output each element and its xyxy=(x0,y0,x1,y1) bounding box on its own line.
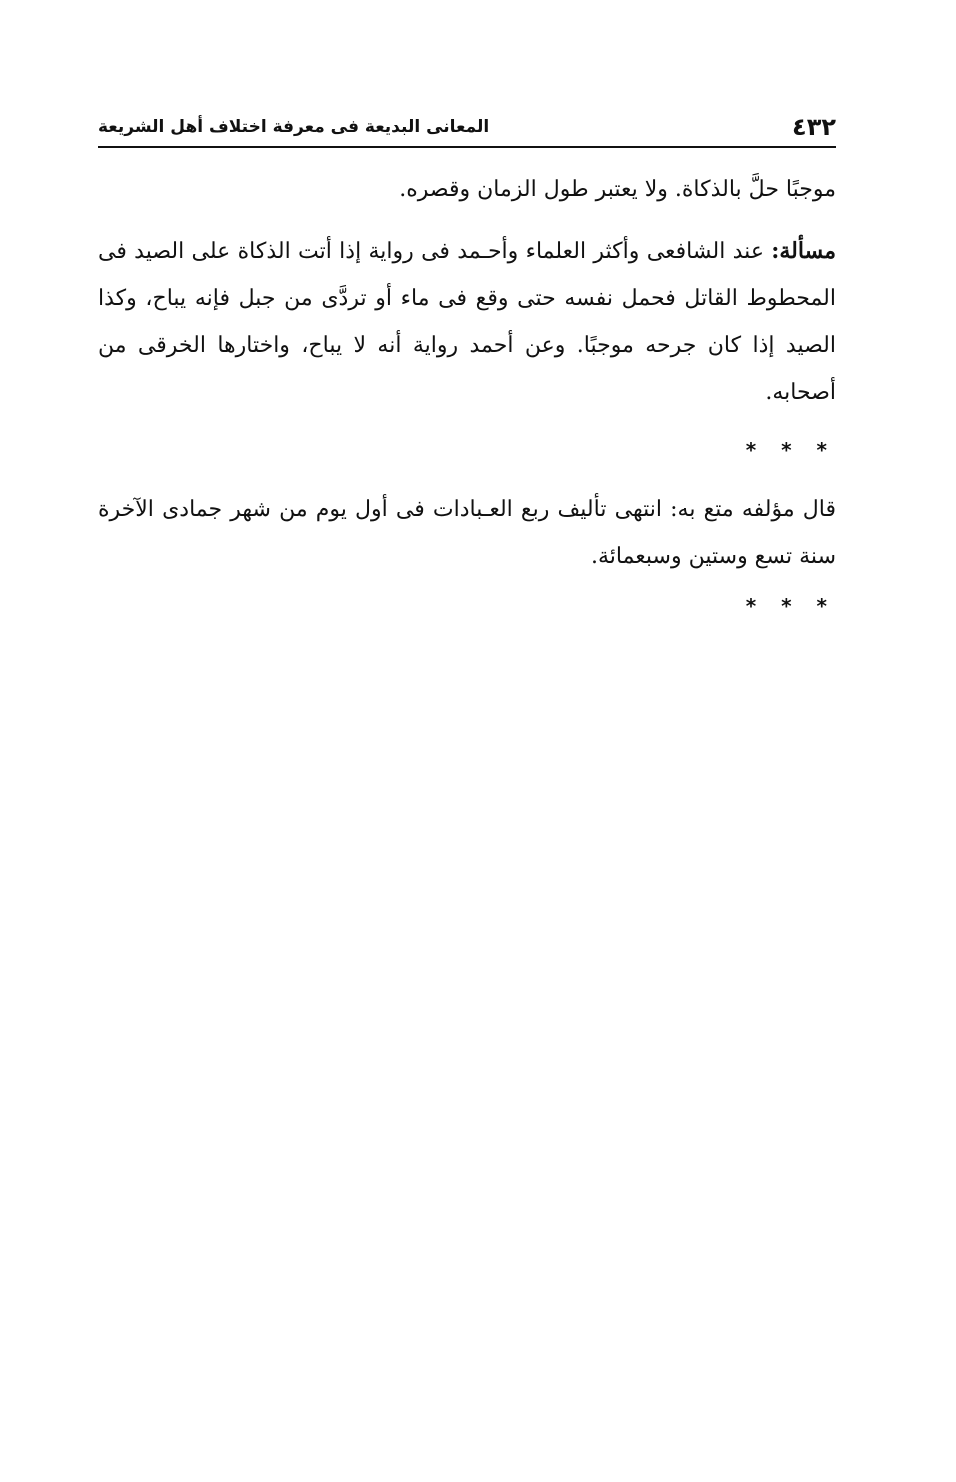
section-separator: * * * xyxy=(745,438,836,462)
issue-paragraph xyxy=(98,228,836,416)
issue-text: عند الشافعى وأكثر العلماء وأحـمد فى رواية إذا أتت الذكاة على الصيد فى المحطوط القاتل فحمل نفسه حتى وقع فى ماء أو تردَّى من جبل فإنه يباح، وكذا الصيد إذا كان جرحه موجبًا. وعن أحمد رواية أنه لا يباح، واختارها الخرقى من أصحابه. xyxy=(98,239,836,405)
page-header xyxy=(98,112,836,148)
continuation-paragraph: موجبًا حلَّ بالذكاة. ولا يعتبر طول الزمان وقصره. xyxy=(399,177,836,202)
end-separator: * * * xyxy=(745,594,836,618)
page-number: ٤٣٢ xyxy=(792,113,836,141)
running-title: المعانى البديعة فى معرفة اختلاف أهل الشريعة xyxy=(98,117,490,137)
page-content xyxy=(98,166,836,642)
issue-label: مسألة: xyxy=(771,238,836,264)
colophon-paragraph: قال مؤلفه متع به: انتهى تأليف ربع العـبادات فى أول يوم من شهر جمادى الآخرة سنة تسع وستين وسبعمائة. xyxy=(98,497,836,569)
